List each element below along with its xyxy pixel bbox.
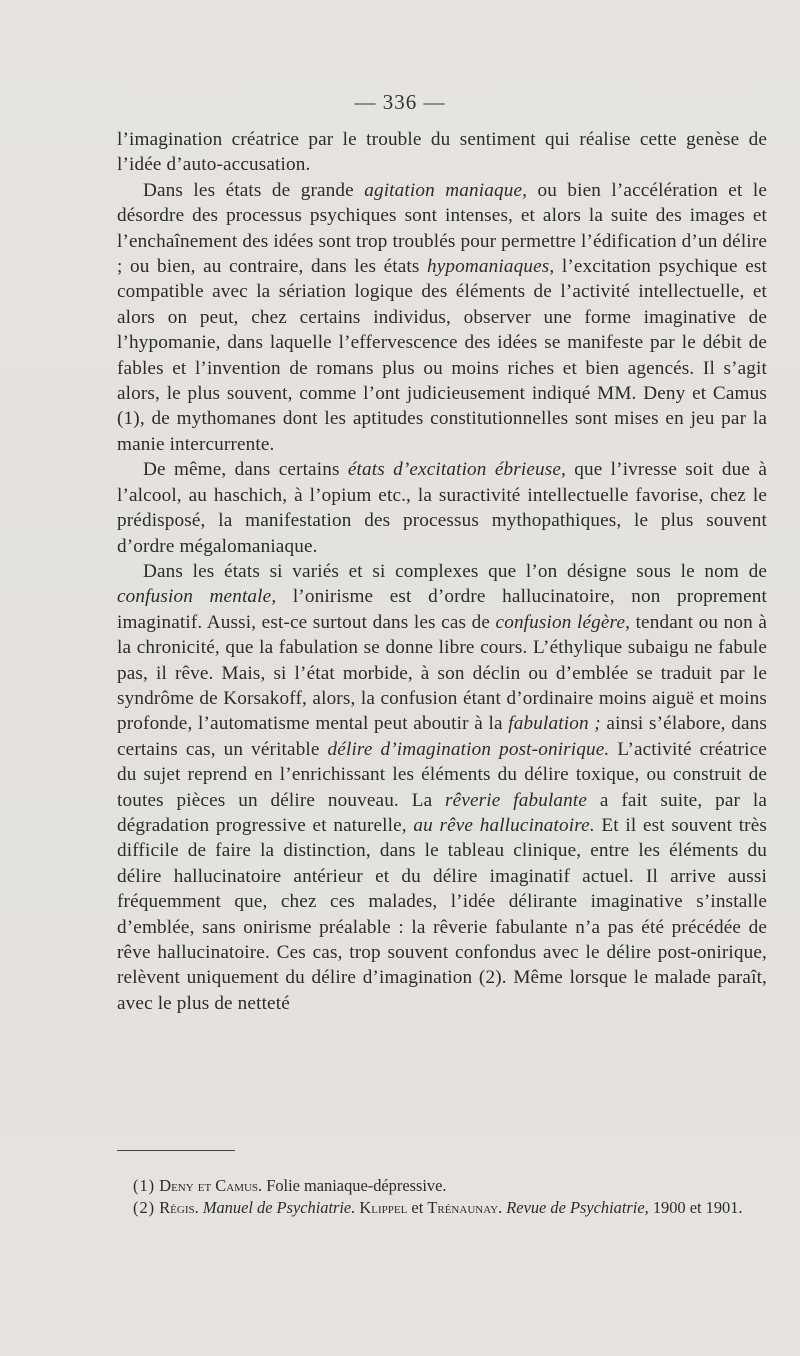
paragraph-4-text-b: l’onirisme est d’ordre hallucinatoire, non proprement imaginatif. Aussi, est-ce surtout dans les cas de [117, 586, 767, 633]
footnote-1-text: Folie maniaque-dépressive. [262, 1176, 447, 1195]
paragraph-4 [117, 559, 767, 1016]
paragraph-3-text-a: De même, dans certains [143, 459, 348, 481]
paragraph-4-text-a: Dans les états si variés et si complexes que l’on désigne sous le nom de [143, 560, 767, 582]
paragraph-2-text-b: ou bien l’accélération et le désordre des processus psychiques sont intenses, et alors la suite des images et l’enchaînement des idées sont trop troublés pour permettre l’édification d’un délire ; ou bien, au contraire, dans les états [117, 179, 767, 278]
term-reverie-fabulante: rêverie fabulante [445, 789, 588, 811]
paragraph-4-text-e: L’activité créatrice du sujet reprend en l’enrichissant les éléments du délire toxique, ou construit de toutes pièces un délire nouveau. La [117, 738, 767, 811]
footnote-1-author: Deny et Camus. [159, 1176, 263, 1195]
footnote-2-author-klippel: Klippel [359, 1198, 408, 1217]
term-agitation-maniaque: agitation maniaque, [364, 179, 528, 201]
footnote-2-years: 1900 et 1901. [648, 1198, 743, 1217]
term-reve-hallucinatoire: au rêve hallucinatoire. [413, 814, 595, 836]
term-confusion-legere: confusion légère, [495, 611, 631, 633]
footnotes [117, 1175, 767, 1219]
paragraph-2-text-c: l’excitation psychique est compatible avec la sériation logique des éléments de l’activité intellectuelle, et alors on peut, chez certains individus, observer une forme imaginative de l’hypomanie, dans laquelle l’effervescence des idées se manifeste par le débit de fables et l’invention de romans plus ou moins riches et bien agencés. Il s’agit alors, le plus souvent, comme l’ont judicieusement indiqué MM. Deny et Camus (1), de mythomanes dont les aptitudes constitutionnelles sont mises en jeu par la manie intercurrente. [117, 256, 767, 455]
term-delire-post-onirique: délire d’imagination post-onirique. [327, 738, 610, 760]
footnote-2-author-regis: Régis. [159, 1198, 199, 1217]
paragraph-3-text-b: que l’ivresse soit due à l’alcool, au haschich, à l’opium etc., la suractivité intellectuelle favorise, chez le prédisposé, la manifestation des processus mythopathiques, le plus souvent d’ordre mégalomaniaque. [117, 459, 767, 557]
paragraph-2 [117, 178, 767, 457]
paragraph-1-text: l’imagination créatrice par le trouble du sentiment qui réalise cette genèse de l’idée d’auto-accusation. [117, 129, 767, 176]
footnote-2-conjunction: et [407, 1198, 428, 1217]
footnote-2-title-manuel: Manuel de Psychiatrie. [202, 1198, 356, 1217]
term-confusion-mentale: confusion mentale, [117, 586, 277, 608]
paragraph-4-text-g: Et il est souvent très difficile de faire la distinction, dans le tableau clinique, entre les éléments du délire hallucinatoire antérieur et du délire imaginatif actuel. Il arrive aussi fréquemment que, chez ces malades, l’idée délirante imaginative s’installe d’emblée, sans onirisme préalable : la rêverie fabulante n’a pas été précédée de rêve hallucinatoire. Ces cas, trop souvent confondus avec le délire post-onirique, relèvent uniquement du délire d’imagination (2). Même lorsque le malade paraît, avec le plus de netteté [117, 814, 768, 1014]
footnote-1 [117, 1175, 767, 1197]
term-excitation-ebrieuse: états d’excitation ébrieuse, [347, 459, 566, 481]
footnote-2-title-revue: Revue de Psychiatrie, [506, 1198, 649, 1217]
paragraph-2-text-a: Dans les états de grande [143, 179, 365, 201]
main-text [117, 127, 767, 1016]
paragraph-3 [117, 457, 767, 559]
term-fabulation: fabulation ; [508, 713, 601, 735]
paragraph-4-text-c: tendant ou non à la chronicité, que la fabulation se donne libre cours. L’éthylique subaigu ne fabule pas, il rêve. Mais, si l’état morbide, à son déclin ou d’emblée se traduit par le syndrôme de Korsakoff, alors, la confusion étant d’ordinaire moins aiguë et moins profonde, l’automatisme mental peut aboutir à la [117, 611, 767, 735]
page-number: — 336 — [354, 90, 446, 114]
term-hypomaniaques: hypomaniaques, [427, 256, 555, 278]
footnote-separator [117, 1150, 235, 1151]
footnote-2-author-trenaunay: Trénaunay. [427, 1198, 503, 1217]
paragraph-1 [117, 127, 767, 178]
footnote-1-number: (1) [133, 1176, 156, 1195]
footnote-2 [117, 1197, 767, 1219]
paragraph-4-text-f: a fait suite, par la dégradation progressive et naturelle, [117, 789, 768, 836]
footnote-2-number: (2) [133, 1198, 156, 1217]
paragraph-4-text-d: ainsi s’élabore, dans certains cas, un véritable [117, 713, 767, 760]
